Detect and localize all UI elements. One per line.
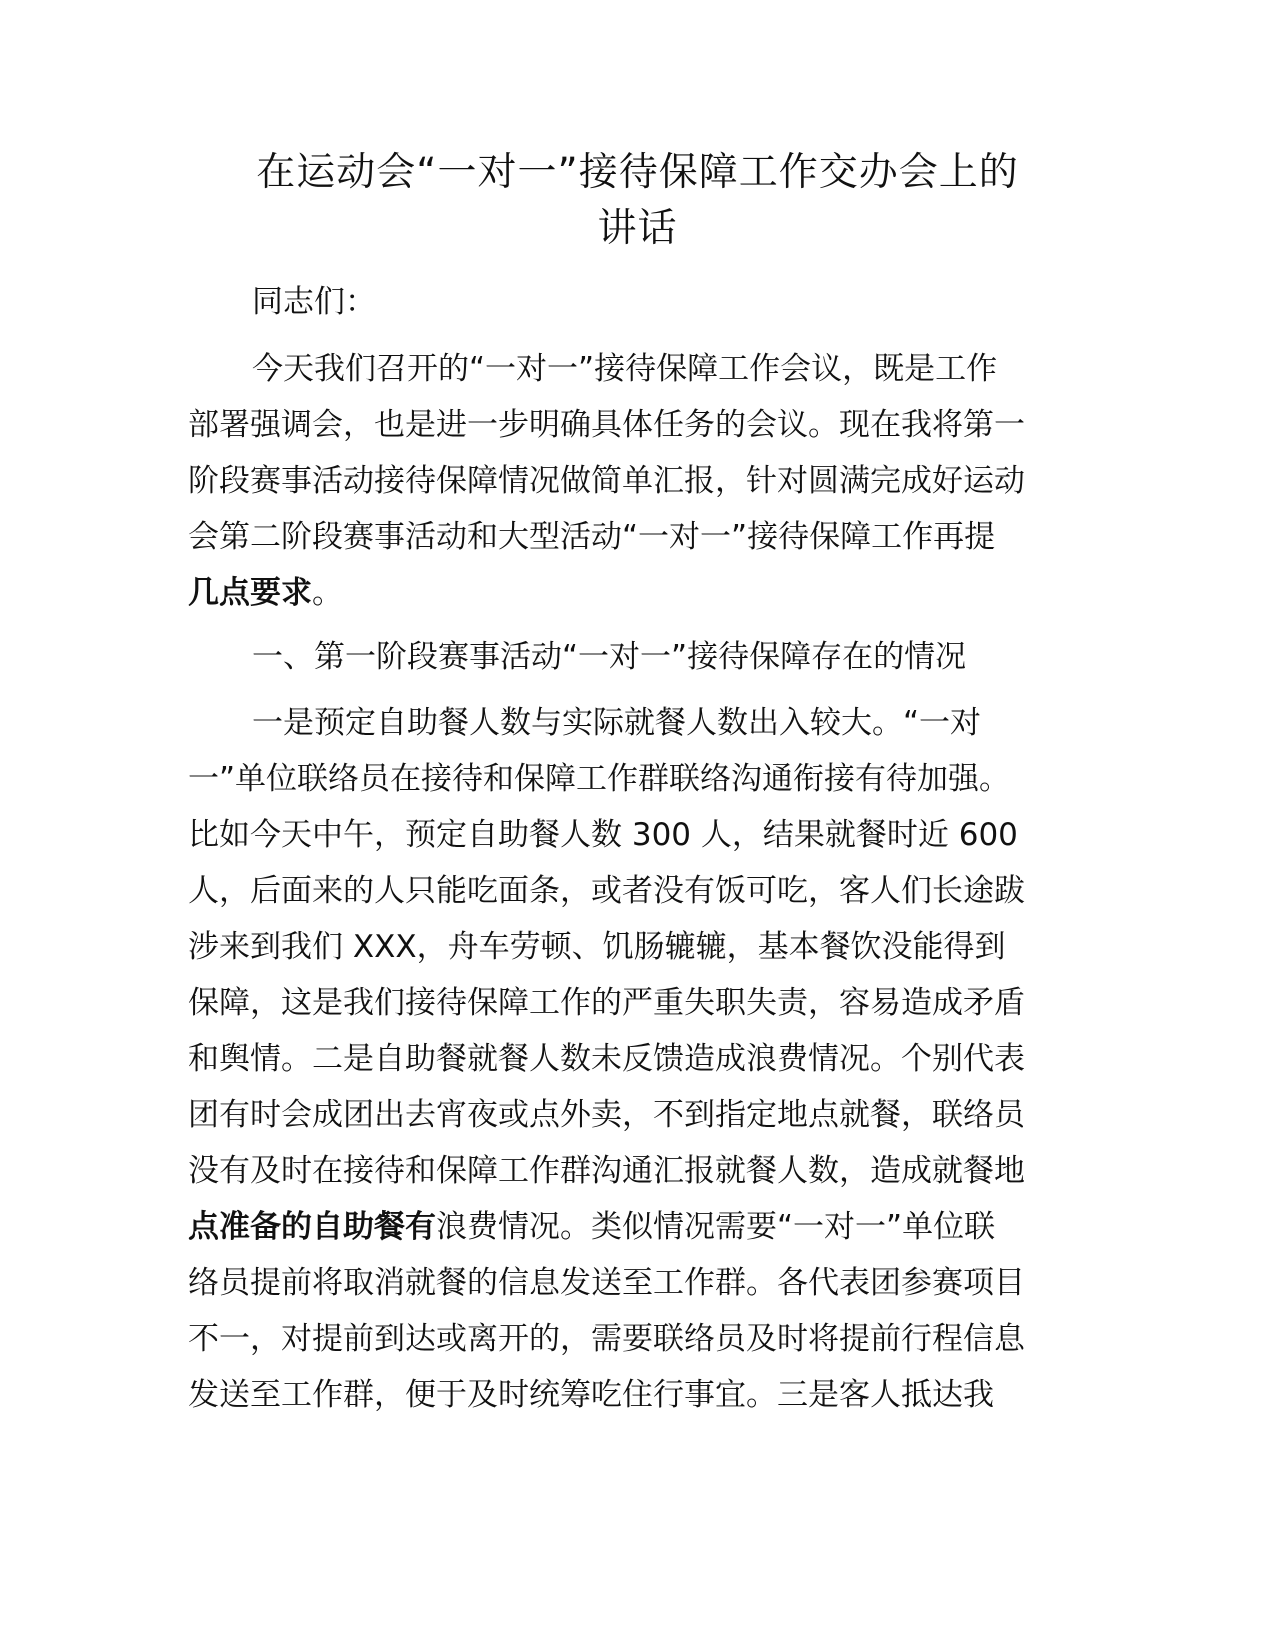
intro-line-5 xyxy=(188,573,1088,613)
intro-line-2: 部署强调会，也是进一步明确具体任务的会议。现在我将第一 xyxy=(188,407,1025,443)
body-line-12: 不一，对提前到达或离开的，需要联络员及时将提前行程信息 xyxy=(188,1321,1025,1357)
body-line-9: 没有及时在接待和保障工作群沟通汇报就餐人数，造成就餐地 xyxy=(188,1153,1025,1189)
body-line-4: 人，后面来的人只能吃面条，或者没有饭可吃，客人们长途跋 xyxy=(188,873,1025,909)
body-line-8: 团有时会成团出去宵夜或点外卖，不到指定地点就餐，联络员 xyxy=(188,1097,1025,1133)
body-line-5: 涉来到我们 XXX，舟车劳顿、饥肠辘辘，基本餐饮没能得到 xyxy=(188,929,1006,965)
intro-bold-text: 几点要求 xyxy=(188,575,312,611)
document-title-line-1: 在运动会“一对一”接待保障工作交办会上的 xyxy=(256,150,1019,195)
body-line-3: 比如今天中午，预定自助餐人数 300 人，结果就餐时近 600 xyxy=(188,817,1018,853)
body-line-6: 保障，这是我们接待保障工作的严重失职失责，容易造成矛盾 xyxy=(188,985,1025,1021)
body-bold-text: 点准备的自助餐有 xyxy=(188,1209,436,1245)
intro-line-4: 会第二阶段赛事活动和大型活动“一对一”接待保障工作再提 xyxy=(188,519,996,555)
intro-line-3: 阶段赛事活动接待保障情况做简单汇报，针对圆满完成好运动 xyxy=(188,463,1025,499)
intro-line-1: 今天我们召开的“一对一”接待保障工作会议，既是工作 xyxy=(252,351,998,387)
document-title-line-2: 讲话 xyxy=(597,206,678,251)
body-line-10 xyxy=(188,1207,1088,1247)
intro-end-text: 。 xyxy=(312,575,343,611)
body-line-13: 发送至工作群，便于及时统筹吃住行事宜。三是客人抵达我 xyxy=(188,1377,994,1413)
body-line-11: 络员提前将取消就餐的信息发送至工作群。各代表团参赛项目 xyxy=(188,1265,1025,1301)
section-heading: 一、第一阶段赛事活动“一对一”接待保障存在的情况 xyxy=(252,639,967,675)
body-line-10-rest: 浪费情况。类似情况需要“一对一”单位联 xyxy=(436,1209,996,1245)
body-line-7: 和舆情。二是自助餐就餐人数未反馈造成浪费情况。个别代表 xyxy=(188,1041,1025,1077)
body-line-2: 一”单位联络员在接待和保障工作群联络沟通衔接有待加强。 xyxy=(188,761,1011,797)
body-line-1: 一是预定自助餐人数与实际就餐人数出入较大。“一对 xyxy=(252,705,982,741)
greeting: 同志们： xyxy=(252,284,376,320)
